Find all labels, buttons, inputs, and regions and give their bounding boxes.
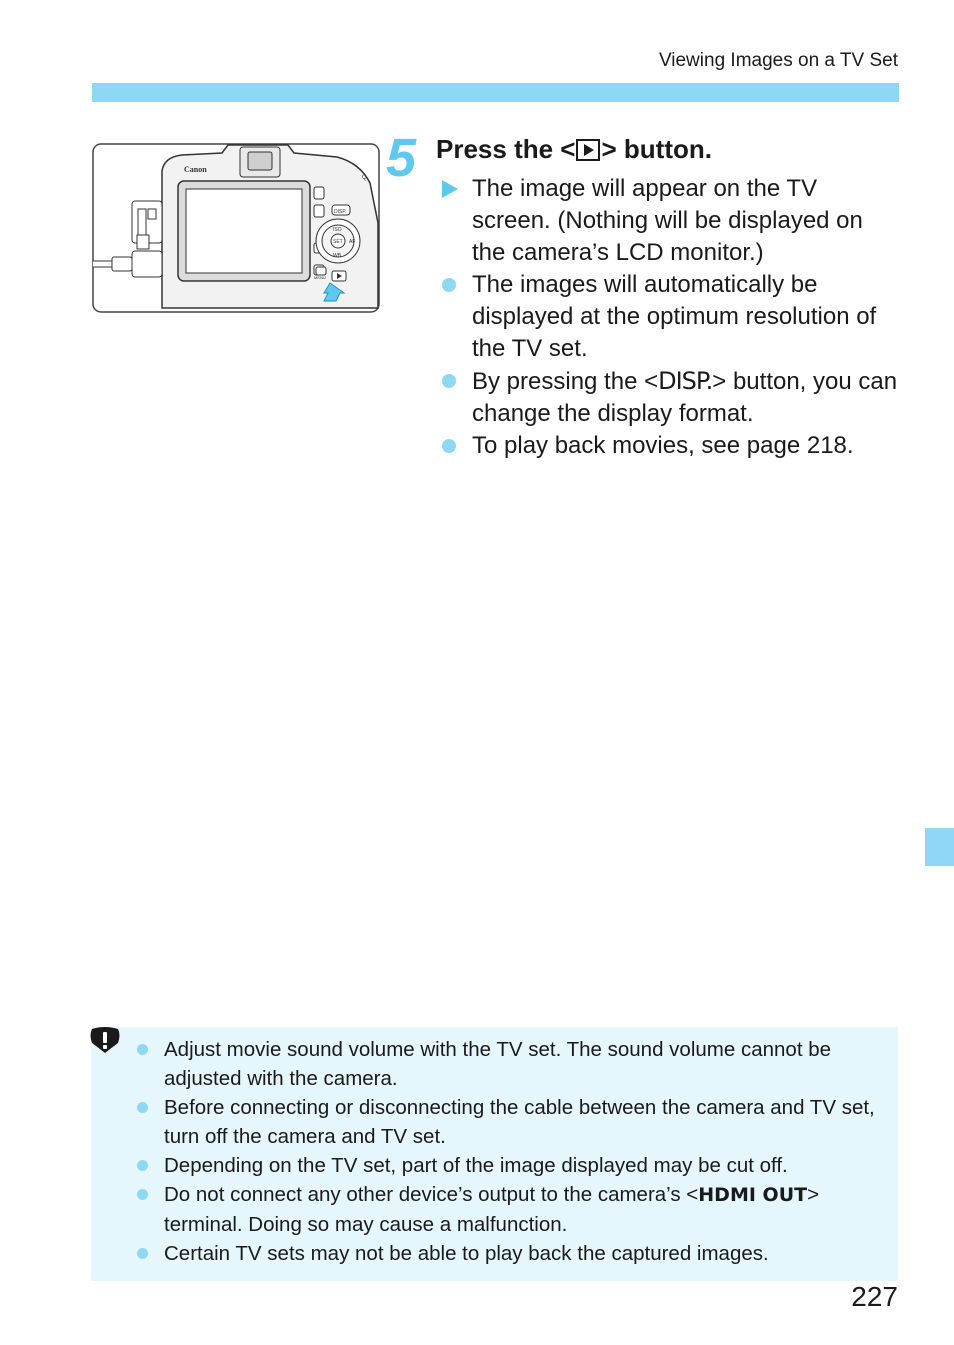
camera-back-illustration <box>92 143 380 313</box>
q-label: Q <box>362 175 367 181</box>
bullet-item <box>440 173 900 269</box>
af-label: AF <box>349 239 356 245</box>
caution-item <box>136 1239 876 1268</box>
dot-bullet-icon <box>137 1044 148 1055</box>
wb-label: WB <box>333 253 342 259</box>
bullet-item <box>440 365 900 430</box>
triangle-bullet-icon <box>442 180 458 198</box>
caution-list <box>136 1035 876 1268</box>
bullet-text-before: By pressing the < <box>472 368 659 395</box>
caution-text-after: > terminal. Doing so may cause a malfunction. <box>164 1183 820 1236</box>
disp-label: DISP. <box>334 209 347 215</box>
caution-item <box>136 1151 876 1180</box>
step-bullets <box>440 173 900 462</box>
caution-text: Certain TV sets may not be able to play back the captured images. <box>164 1242 769 1265</box>
dot-bullet-icon <box>137 1248 148 1259</box>
dot-bullet-icon <box>137 1189 148 1200</box>
dot-bullet-icon <box>442 278 456 292</box>
caution-item <box>136 1180 876 1239</box>
caution-text: Adjust movie sound volume with the TV set. The sound volume cannot be adjusted with the camera. <box>164 1038 832 1090</box>
bullet-item <box>440 269 900 365</box>
bullet-text: The image will appear on the TV screen. (Nothing will be displayed on the camera’s LCD monitor.) <box>472 175 863 266</box>
page-number: 227 <box>851 1281 898 1312</box>
step-title <box>436 134 712 165</box>
caution-icon <box>88 1027 122 1055</box>
caution-text: Depending on the TV set, part of the image displayed may be cut off. <box>164 1154 788 1177</box>
step-number: 5 <box>386 128 417 188</box>
chapter-tab <box>925 828 954 866</box>
hdmi-out-symbol: HDMI OUT <box>698 1184 808 1206</box>
caution-text-before: Do not connect any other device’s output to the camera’s < <box>164 1183 699 1206</box>
iso-label: ISO <box>333 227 342 233</box>
menu-label: MENU <box>314 275 326 280</box>
bullet-text: The images will automatically be displayed at the optimum resolution of the TV set. <box>472 271 877 362</box>
set-label: SET <box>333 239 343 245</box>
bullet-text: To play back movies, see page 218. <box>472 432 854 459</box>
dot-bullet-icon <box>442 374 456 388</box>
dot-bullet-icon <box>442 439 456 453</box>
header-bar <box>92 83 899 102</box>
caution-item <box>136 1093 876 1151</box>
caution-item <box>136 1035 876 1093</box>
bullet-item <box>440 430 900 462</box>
running-header: Viewing Images on a TV Set <box>658 50 898 71</box>
dot-bullet-icon <box>137 1160 148 1171</box>
bullet-text-after: > button, you can change the display format. <box>472 368 898 427</box>
playback-button-icon <box>576 139 600 161</box>
disp-button-symbol: DISP. <box>658 367 713 395</box>
step-title-before: Press the < <box>436 134 576 164</box>
dot-bullet-icon <box>137 1102 148 1113</box>
brand-label: Canon <box>184 165 207 174</box>
step-title-after: > button. <box>601 134 712 164</box>
caution-text: Before connecting or disconnecting the cable between the camera and TV set, turn off the camera and TV set. <box>164 1096 875 1148</box>
